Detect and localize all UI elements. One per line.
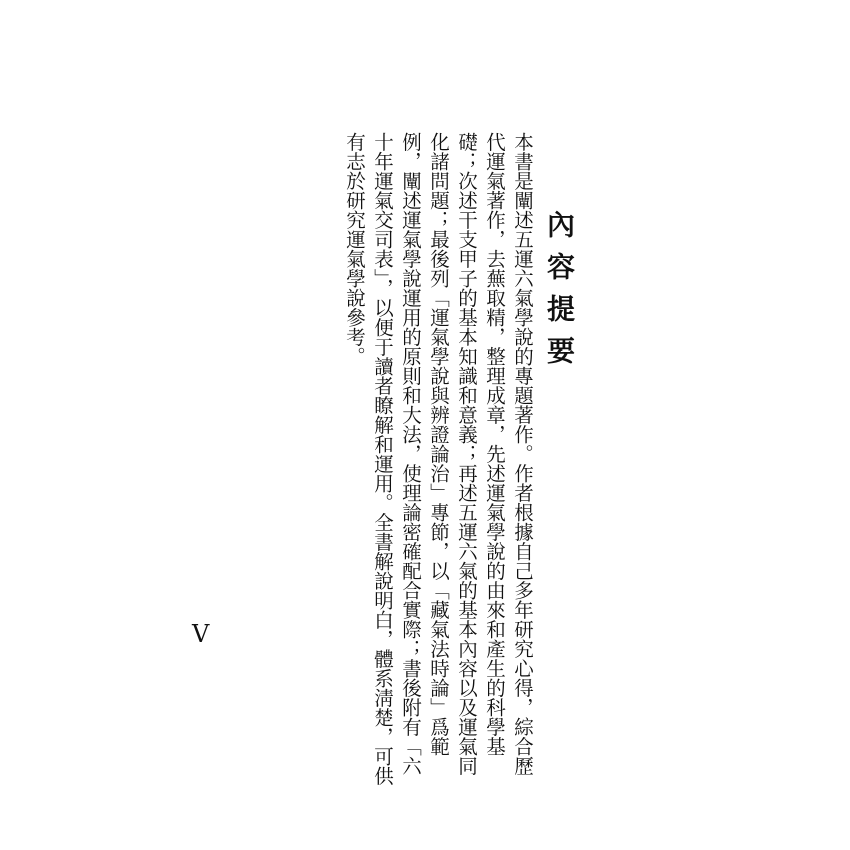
page-title: 內容提要 xyxy=(543,210,576,378)
body-text-block xyxy=(340,94,536,794)
body-paragraph: 本書是闡述五運六氣學說的專題著作。作者根據自己多年研究心得，綜合歷代運氣著作，去蕪取精，整理成章，先述運氣學說的由來和產生的科學基礎；次述干支甲子的基本知識和意義；再述五運六氣的基本內容以及運氣同化諸問題；最後列「運氣學說與辨證論治」專節，以「藏氣法時論」爲範例，闡述運氣學說運用的原則和大法，使理論密確配合實際；書後附有「六十年運氣交司表」，以便于讀者瞭解和運用。全書解說明白，體系淸楚，可供有志於研究運氣學說參考。 xyxy=(343,132,534,786)
page-number: V xyxy=(192,620,210,648)
